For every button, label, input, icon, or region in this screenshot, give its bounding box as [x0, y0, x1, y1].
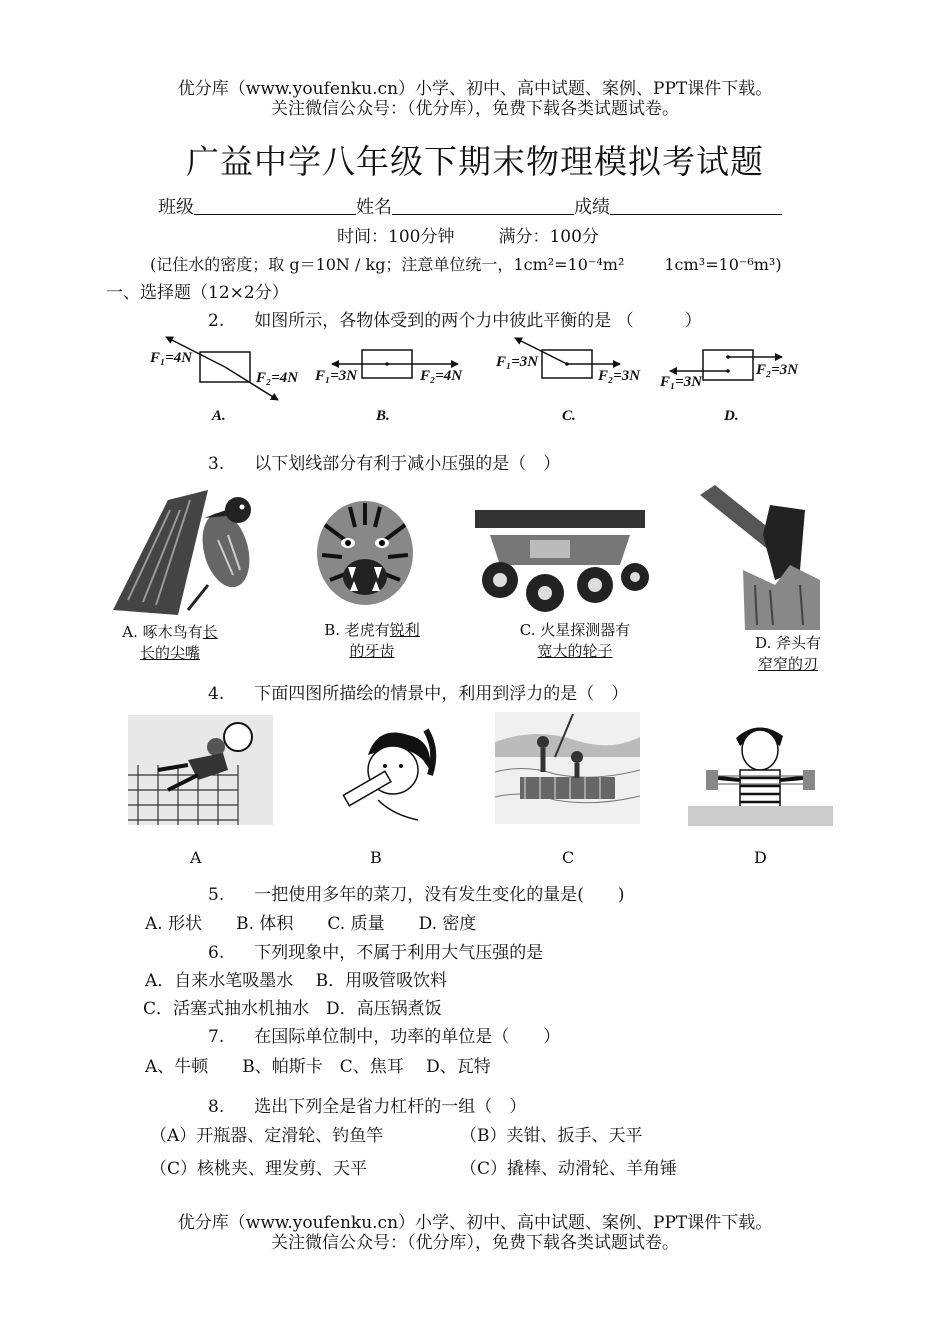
force-diagrams: [140, 330, 820, 430]
diagram-b-f1: F₁=3N: [315, 368, 358, 384]
header-line-2: 关注微信公众号：（优分库），免费下载各类试题试卷。: [271, 99, 679, 119]
full-score: 满分：100分: [498, 227, 599, 247]
q7-options: A、牛顿 B、帕斯卡 C、焦耳 D、瓦特: [145, 1057, 491, 1077]
question-text: 下面四图所描绘的情景中，利用到浮力的是（ ）: [254, 684, 629, 704]
unit-conversion-volume: 1cm³=10⁻⁶m³): [664, 255, 782, 274]
caption-b-underline-1: 锐利: [389, 621, 420, 639]
question-text: 如图所示，各物体受到的两个力中彼此平衡的是 （ ）: [254, 311, 702, 331]
question-text: 以下划线部分有利于减小压强的是（ ）: [254, 454, 561, 474]
boy-stretching-image: [688, 718, 833, 826]
diagram-b-label: B.: [376, 408, 390, 424]
caption-b-underline-2: 的牙齿: [349, 642, 395, 660]
caption-b-text: B. 老虎有: [324, 621, 390, 639]
football-goal-image: [128, 715, 273, 825]
q4-option-d: D: [754, 848, 767, 867]
caption-a-text: A. 啄木鸟有: [122, 623, 203, 641]
caption-c-text: C. 火星探测器有: [519, 621, 631, 639]
section-heading: 一、选择题（12×2分）: [106, 283, 289, 303]
page-title: 广益中学八年级下期末物理模拟考试题: [186, 142, 764, 181]
girl-drinking-image: [338, 720, 438, 825]
info-fields: [158, 196, 782, 219]
raft-image: [495, 712, 640, 824]
q4-option-c: C: [562, 848, 575, 867]
question-8: [208, 1096, 526, 1118]
question-4: [208, 683, 628, 705]
diagram-a-f2: F₂=4N: [256, 370, 299, 386]
question-number: 6.: [208, 943, 225, 963]
diagram-a-label: A.: [212, 408, 226, 424]
q8-option-a: （A）开瓶器、定滑轮、钓鱼竿: [150, 1126, 384, 1146]
caption-b: [312, 620, 432, 662]
exam-time: 时间：100分钟: [337, 227, 455, 247]
class-blank[interactable]: [194, 196, 356, 215]
unit-conversion-area: 1cm²=10⁻⁴m²: [513, 255, 625, 274]
question-text: 下列现象中，不属于利用大气压强的是: [254, 943, 544, 963]
note-line: [150, 254, 782, 276]
q8-option-c: （C）核桃夹、理发剪、天平: [150, 1159, 368, 1179]
woodpecker-image: [108, 490, 268, 615]
diagram-c-label: C.: [562, 408, 576, 424]
diagram-d-label: D.: [724, 408, 739, 424]
q8-option-d: （C）撬棒、动滑轮、羊角锤: [460, 1159, 678, 1179]
caption-a-underline-1: 长: [202, 623, 218, 641]
question-text: 选出下列全是省力杠杆的一组（ ）: [254, 1097, 527, 1117]
q4-option-a: A: [190, 848, 202, 867]
q6-options-1: A．自来水笔吸墨水 B．用吸管吸饮料: [145, 971, 448, 991]
question-text: 在国际单位制中，功率的单位是（ ）: [254, 1027, 561, 1047]
question-6: [208, 942, 543, 964]
question-7: [208, 1026, 560, 1048]
caption-d-underline: 窄窄的刃: [757, 655, 818, 673]
caption-c-underline: 宽大的轮子: [537, 642, 613, 660]
score-blank[interactable]: [610, 196, 782, 215]
footer-line-1: 优分库（www.youfenku.cn）小学、初中、高中试题、案例、PPT课件下载。: [177, 1213, 773, 1233]
diagram-d-f2: F₂=3N: [756, 362, 799, 378]
q5-options: A. 形状 B. 体积 C. 质量 D. 密度: [145, 914, 477, 934]
q6-options-2: C．活塞式抽水机抽水 D．高压锅煮饭: [143, 999, 442, 1019]
tiger-image: [310, 495, 420, 610]
question-number: 2.: [208, 311, 225, 331]
diagram-b-f2: F₂=4N: [420, 368, 463, 384]
footer-line-2: 关注微信公众号：（优分库），免费下载各类试题试卷。: [271, 1233, 679, 1253]
diagram-a: [166, 337, 278, 400]
name-label: 姓名: [356, 197, 392, 218]
time-info: [337, 226, 599, 248]
question-number: 4.: [208, 684, 225, 704]
mars-rover-image: [470, 505, 650, 615]
q8-option-b: （B）夹钳、扳手、天平: [460, 1126, 643, 1146]
diagram-d-f1: F₁=3N: [660, 374, 703, 390]
question-number: 5.: [208, 885, 225, 905]
question-2: [208, 310, 702, 332]
caption-a-underline-2: 长的尖嘴: [139, 644, 200, 662]
question-5: [208, 884, 625, 906]
caption-a: [110, 622, 230, 664]
score-label: 成绩: [574, 197, 610, 218]
q4-option-b: B: [370, 848, 382, 867]
caption-c: [505, 620, 645, 662]
question-number: 7.: [208, 1027, 225, 1047]
note-text: (记住水的密度；取 g＝10N / kg；注意单位统一，: [150, 255, 514, 274]
diagram-a-f1: F₁=4N: [150, 350, 193, 366]
question-3: [208, 453, 560, 475]
question-number: 3.: [208, 454, 225, 474]
axe-image: [695, 485, 825, 635]
diagram-c-f2: F₂=3N: [598, 368, 641, 384]
class-label: 班级: [158, 197, 194, 218]
caption-d-text: D. 斧头有: [754, 634, 822, 652]
question-text: 一把使用多年的菜刀，没有发生变化的量是( ): [254, 885, 625, 905]
question-number: 8.: [208, 1097, 225, 1117]
diagram-c-f1: F₁=3N: [496, 354, 539, 370]
name-blank[interactable]: [392, 196, 574, 215]
caption-d: [738, 633, 838, 675]
header-line-1: 优分库（www.youfenku.cn）小学、初中、高中试题、案例、PPT课件下载。: [177, 79, 773, 99]
